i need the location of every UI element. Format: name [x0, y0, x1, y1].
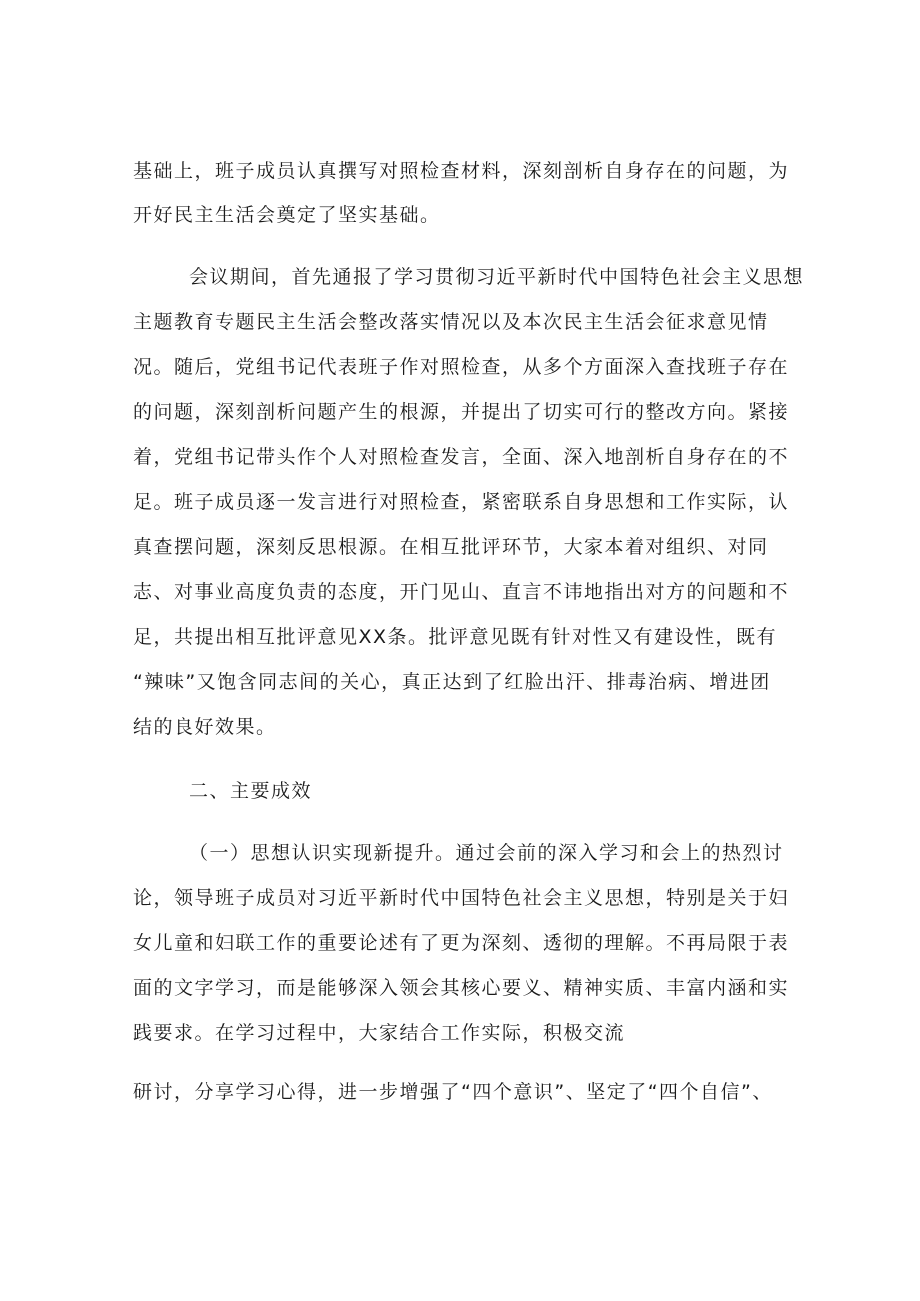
text-line: 研讨，分享学习心得，进一步增强了“四个意识”、坚定了“四个自信”、	[133, 1081, 773, 1103]
text-line: 女儿童和妇联工作的重要论述有了更为深刻、透彻的理解。不再局限于表	[133, 932, 790, 954]
text-line: 志、对事业高度负责的态度，开门见山、直言不讳地指出对方的问题和不	[133, 581, 790, 603]
text-line: 面的文字学习，而是能够深入领会其核心要义、精神实质、丰富内涵和实	[133, 977, 790, 999]
text-line: 的问题，深刻剖析问题产生的根源，并提出了切实可行的整改方向。紧接	[133, 401, 790, 423]
text-line: 践要求。在学习过程中，大家结合工作实际，积极交流	[133, 1022, 626, 1044]
text-line: 着，党组书记带头作个人对照检查发言，全面、深入地剖析自身存在的不	[133, 446, 790, 468]
text-line: 结的良好效果。	[133, 716, 277, 738]
text-line: 真查摆问题，深刻反思根源。在相互批评环节，大家本着对组织、对同	[133, 536, 769, 558]
text-line: 论，领导班子成员对习近平新时代中国特色社会主义思想，特别是关于妇	[133, 887, 790, 909]
text-line: 主题教育专题民主生活会整改落实情况以及本次民主生活会征求意见情	[133, 311, 769, 333]
text-line: 足。班子成员逐一发言进行对照检查，紧密联系自身思想和工作实际，认	[133, 491, 790, 513]
text-line: 开好民主生活会奠定了坚实基础。	[133, 204, 441, 226]
text-line: 况。随后，党组书记代表班子作对照检查，从多个方面深入查找班子存在	[133, 356, 790, 378]
section-heading: 二、主要成效	[189, 780, 313, 802]
text-line: “辣味”又饱含同志间的关心，真正达到了红脸出汗、排毒治病、增进团	[133, 671, 771, 693]
text-line: 基础上，班子成员认真撰写对照检查材料，深刻剖析自身存在的问题，为	[133, 160, 790, 182]
text-line: 会议期间，首先通报了学习贯彻习近平新时代中国特色社会主义思想	[189, 266, 805, 288]
text-line: （一）思想认识实现新提升。通过会前的深入学习和会上的热烈讨	[189, 842, 784, 864]
text-line: 足，共提出相互批评意见XX条。批评意见既有针对性又有建设性，既有	[133, 626, 778, 648]
